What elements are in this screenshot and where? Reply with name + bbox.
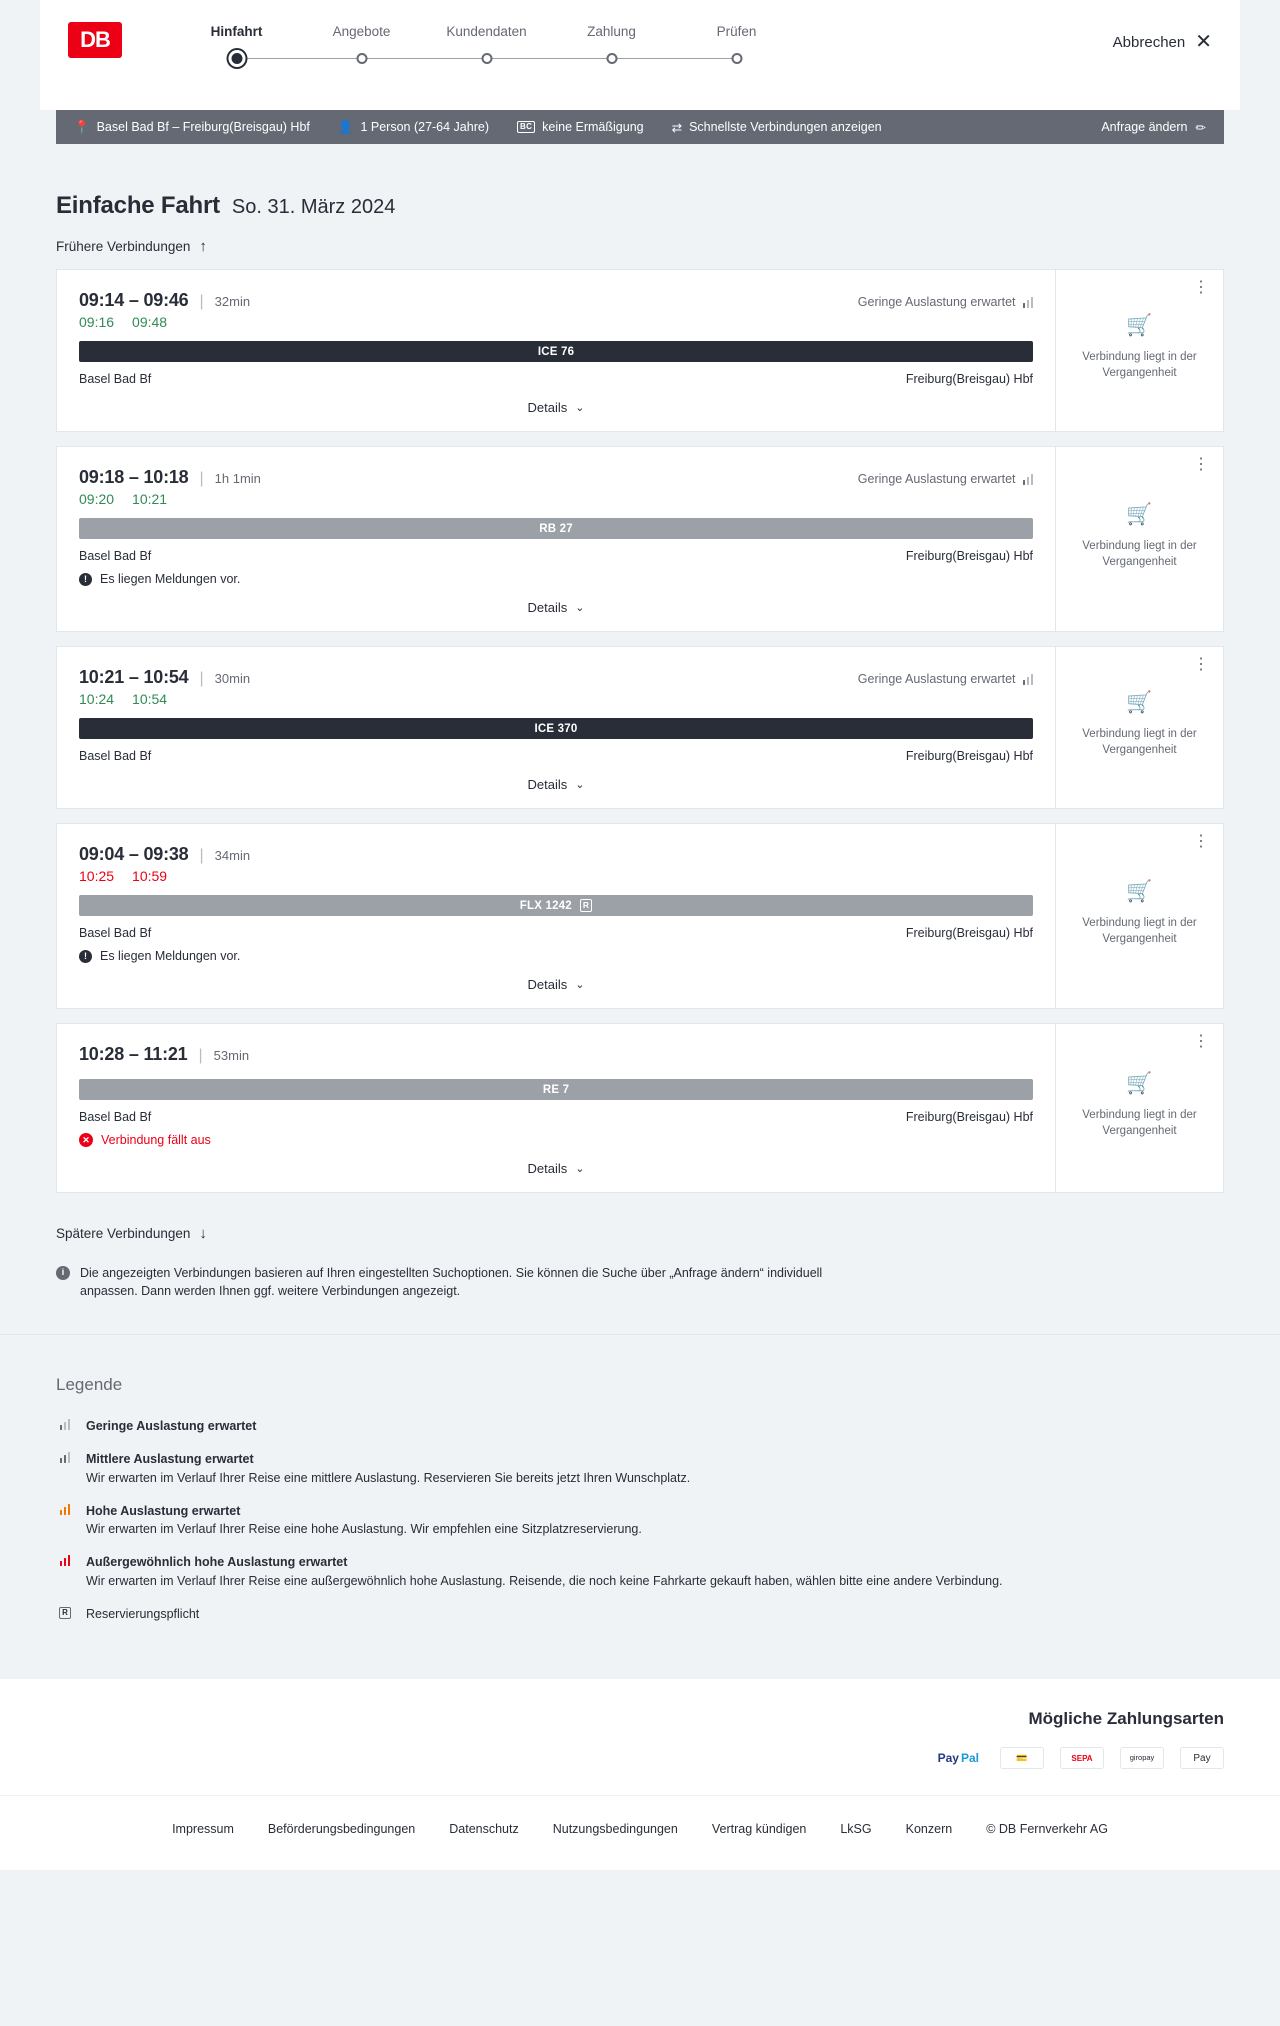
connection-action <box>1055 1024 1223 1192</box>
location-pin-icon: 📍 <box>74 119 90 134</box>
realtime-arrival: 10:21 <box>132 491 168 507</box>
connection-header <box>79 844 1033 865</box>
paypal-icon <box>933 1747 984 1769</box>
chevron-down-icon: ⌄ <box>575 402 585 414</box>
station-row <box>79 926 1033 940</box>
step-connector <box>362 58 487 59</box>
details-label: Details <box>527 400 568 415</box>
step-label: Kundendaten <box>446 24 527 39</box>
legend-item-reservation <box>56 1605 1224 1624</box>
legend-section <box>0 1334 1280 1679</box>
connection-header <box>79 290 1033 311</box>
legend-icon <box>56 1417 74 1436</box>
search-info-note <box>56 1248 826 1300</box>
search-summary-bar <box>56 110 1224 144</box>
connection-duration: 53min <box>213 1048 250 1063</box>
legend-icon <box>56 1553 74 1591</box>
realtime-times <box>79 868 1033 884</box>
step-indicator <box>299 48 424 72</box>
occupancy-bars-icon <box>60 1452 71 1463</box>
connection-times: 09:14 – 09:46 <box>79 290 189 310</box>
sepa-label: SEPA <box>1071 1753 1093 1763</box>
legend-item-title: Reservierungspflicht <box>86 1606 200 1621</box>
connection-info <box>57 270 1055 431</box>
sort-icon: ⇄ <box>671 120 683 135</box>
legend-item-title: Mittlere Auslastung erwartet <box>86 1452 254 1466</box>
past-connection-note: Verbindung liegt in der Vergangenheit <box>1082 1108 1197 1137</box>
connection-header <box>79 667 1033 688</box>
more-options-icon[interactable]: ⋮ <box>1193 833 1209 850</box>
step-indicator <box>174 48 299 72</box>
realtime-arrival: 10:54 <box>132 691 168 707</box>
payment-methods-row <box>56 1747 1224 1769</box>
connection-header <box>79 467 1033 488</box>
legend-item-title: Geringe Auslastung erwartet <box>86 1419 257 1434</box>
train-label: ICE 370 <box>534 722 578 735</box>
train-label: RB 27 <box>539 522 573 535</box>
page-title <box>56 144 1224 220</box>
legend-item-very-high <box>56 1553 1224 1591</box>
step-label: Hinfahrt <box>210 24 263 39</box>
booking-stepper <box>174 24 799 72</box>
details-label: Details <box>527 977 568 992</box>
footer-link-vertrag-kuendigen[interactable]: Vertrag kündigen <box>711 1822 807 1837</box>
origin-station: Basel Bad Bf <box>79 1110 152 1124</box>
step-connector <box>612 58 737 59</box>
divider: | <box>199 847 204 864</box>
reservation-required-icon: R <box>59 1607 72 1619</box>
legend-body <box>86 1553 1003 1591</box>
footer-link-nutzungsbedingungen[interactable]: Nutzungsbedingungen <box>552 1822 678 1837</box>
connection-duration: 32min <box>214 294 251 309</box>
details-label: Details <box>527 777 568 792</box>
realtime-departure: 09:20 <box>79 491 115 507</box>
step-connector <box>237 58 362 59</box>
footer-link-konzern[interactable]: Konzern <box>905 1822 953 1837</box>
connection-action <box>1055 447 1223 631</box>
legend-item-mid <box>56 1450 1224 1488</box>
legend-body <box>86 1605 199 1624</box>
connection-header <box>79 1044 1033 1065</box>
step-dot-icon <box>606 53 617 64</box>
train-bar <box>79 718 1033 739</box>
occupancy-bars-icon <box>60 1504 71 1515</box>
cart-icon: 🛒 <box>1126 1071 1153 1095</box>
past-connection-note: Verbindung liegt in der Vergangenheit <box>1082 916 1197 945</box>
summary-sorting[interactable] <box>658 120 896 135</box>
legend-body <box>86 1450 690 1488</box>
step-angebote[interactable] <box>299 24 424 72</box>
connection-card[interactable] <box>56 1023 1224 1193</box>
step-indicator <box>549 48 674 72</box>
destination-station: Freiburg(Breisgau) Hbf <box>905 926 1033 940</box>
destination-station: Freiburg(Breisgau) Hbf <box>905 1110 1033 1124</box>
step-connector <box>487 58 612 59</box>
station-row <box>79 549 1033 563</box>
connection-times: 09:18 – 10:18 <box>79 467 189 487</box>
connection-action <box>1055 647 1223 808</box>
legend-title: Legende <box>56 1375 123 1395</box>
chevron-down-icon: ⌄ <box>575 1163 585 1175</box>
step-indicator <box>674 48 799 72</box>
header-region <box>0 0 1280 144</box>
train-label: FLX 1242 <box>519 899 572 912</box>
legend-icon <box>56 1450 74 1488</box>
later-label: Spätere Verbindungen <box>56 1226 191 1241</box>
connection-info <box>57 647 1055 808</box>
step-kundendaten[interactable] <box>424 24 549 72</box>
apple-pay-label: Pay <box>1193 1752 1211 1764</box>
origin-station: Basel Bad Bf <box>79 549 152 563</box>
earlier-label: Frühere Verbindungen <box>56 239 191 254</box>
step-label: Zahlung <box>587 24 636 39</box>
step-dot-icon <box>731 53 742 64</box>
later-connections-button[interactable] <box>56 1207 1224 1248</box>
earlier-connections-button[interactable] <box>56 220 1224 269</box>
station-row <box>79 1110 1033 1124</box>
legend-body <box>86 1417 256 1436</box>
summary-passengers[interactable] <box>324 120 503 135</box>
divider: | <box>199 293 204 310</box>
route-label: Basel Bad Bf – Freiburg(Breisgau) Hbf <box>96 120 310 134</box>
step-label: Prüfen <box>716 24 757 39</box>
more-options-icon[interactable]: ⋮ <box>1193 1033 1209 1050</box>
arrow-down-icon: ↓ <box>199 1225 207 1242</box>
origin-station: Basel Bad Bf <box>79 372 152 386</box>
past-connection-note: Verbindung liegt in der Vergangenheit <box>1082 351 1197 379</box>
step-label: Angebote <box>332 24 391 39</box>
occupancy-bars-icon <box>1023 474 1034 485</box>
connection-message <box>79 1133 1033 1147</box>
legend-icon <box>56 1502 74 1540</box>
connection-times: 10:21 – 10:54 <box>79 667 189 687</box>
realtime-departure: 09:16 <box>79 314 115 330</box>
app-header <box>40 0 1240 110</box>
step-indicator <box>424 48 549 72</box>
more-options-icon[interactable]: ⋮ <box>1193 456 1209 473</box>
connection-message[interactable] <box>79 572 1033 586</box>
utilisation-label: Geringe Auslastung erwartet <box>857 295 1016 309</box>
results-region <box>0 144 1280 1334</box>
train-label: RE 7 <box>542 1083 570 1096</box>
occupancy-bars-icon <box>60 1419 71 1430</box>
arrow-up-icon: ↑ <box>199 238 207 255</box>
applepay-icon <box>1180 1747 1224 1769</box>
connection-duration: 34min <box>214 848 251 863</box>
step-dot-icon <box>481 53 492 64</box>
origin-station: Basel Bad Bf <box>79 749 152 763</box>
legend-item-desc: Wir erwarten im Verlauf Ihrer Reise eine mittlere Auslastung. Reservieren Sie bereits jetzt Ihren Wunschplatz. <box>86 1470 691 1485</box>
connection-duration: 30min <box>214 671 251 686</box>
connection-info <box>57 447 1055 631</box>
legend-body <box>86 1502 642 1540</box>
occupancy-bars-icon <box>1023 297 1034 308</box>
realtime-times <box>79 491 1033 507</box>
details-toggle[interactable] <box>79 586 1033 623</box>
train-bar <box>79 895 1033 916</box>
connection-info <box>57 824 1055 1008</box>
footer <box>0 1795 1280 1870</box>
connection-message[interactable] <box>79 949 1033 963</box>
reservation-required-icon: R <box>580 899 592 912</box>
connection-card[interactable] <box>56 823 1224 1009</box>
realtime-departure: 10:24 <box>79 691 115 707</box>
connection-times: 10:28 – 11:21 <box>79 1044 188 1064</box>
divider: | <box>199 470 204 487</box>
legend-item-high <box>56 1502 1224 1540</box>
paypal-pay-label: Pay <box>937 1751 959 1766</box>
discount-label: keine Ermäßigung <box>542 120 644 134</box>
chevron-down-icon: ⌄ <box>575 979 585 991</box>
train-bar <box>79 1079 1033 1100</box>
pencil-icon: ✏ <box>1195 120 1206 135</box>
destination-station: Freiburg(Breisgau) Hbf <box>905 549 1033 563</box>
details-toggle[interactable] <box>79 963 1033 1000</box>
creditcard-icon: 💳 <box>1000 1747 1044 1769</box>
edit-label: Anfrage ändern <box>1101 120 1188 134</box>
chevron-down-icon: ⌄ <box>575 602 585 614</box>
utilisation-label: Geringe Auslastung erwartet <box>857 672 1016 686</box>
train-bar <box>79 341 1033 362</box>
info-icon: i <box>56 1266 70 1280</box>
more-options-icon[interactable]: ⋮ <box>1193 279 1209 296</box>
step-pruefen[interactable] <box>674 24 799 72</box>
footer-link-impressum[interactable]: Impressum <box>172 1822 234 1837</box>
chevron-down-icon: ⌄ <box>575 779 585 791</box>
legend-item-desc: Wir erwarten im Verlauf Ihrer Reise eine außergewöhnlich hohe Auslastung. Reisende, die noch keine Fahrkarte gekauft haben, wählen bitte eine andere Verbindung. <box>86 1573 1003 1588</box>
db-logo[interactable]: DB <box>68 22 122 58</box>
message-label: Es liegen Meldungen vor. <box>100 572 241 586</box>
edit-search-button[interactable] <box>1101 120 1210 135</box>
step-dot-icon <box>231 53 242 64</box>
origin-station: Basel Bad Bf <box>79 926 152 940</box>
utilisation-indicator <box>858 472 1033 486</box>
past-connection-note: Verbindung liegt in der Vergangenheit <box>1082 728 1197 756</box>
connection-duration: 1h 1min <box>214 471 261 486</box>
footer-link-lksg[interactable]: LkSG <box>840 1822 872 1837</box>
payment-methods-title: Mögliche Zahlungsarten <box>1028 1709 1224 1729</box>
realtime-arrival: 09:48 <box>132 314 168 330</box>
realtime-departure: 10:25 <box>79 868 115 884</box>
trip-type-title: Einfache Fahrt <box>56 192 220 219</box>
realtime-times <box>79 314 1033 330</box>
connection-card[interactable] <box>56 269 1224 432</box>
connection-action <box>1055 270 1223 431</box>
connection-card[interactable] <box>56 646 1224 809</box>
legend-item-title: Hohe Auslastung erwartet <box>86 1503 241 1518</box>
station-row <box>79 749 1033 763</box>
train-label: ICE 76 <box>537 345 575 358</box>
step-zahlung[interactable] <box>549 24 674 72</box>
info-icon: ! <box>79 950 92 963</box>
details-label: Details <box>527 1161 568 1176</box>
legend-item-desc: Wir erwarten im Verlauf Ihrer Reise eine hohe Auslastung. Wir empfehlen eine Sitzplatzreservierung. <box>86 1522 642 1537</box>
cart-icon: 🛒 <box>1126 502 1153 526</box>
person-icon: 👤 <box>337 119 354 134</box>
realtime-times <box>79 691 1033 707</box>
station-row <box>79 372 1033 386</box>
cart-icon: 🛒 <box>1126 314 1153 338</box>
train-bar <box>79 518 1033 539</box>
message-label: Verbindung fällt aus <box>101 1133 211 1147</box>
cancel-label: Abbrechen <box>1112 33 1186 51</box>
info-note-text: Die angezeigten Verbindungen basieren auf Ihren eingestellten Suchoptionen. Sie können die Suche über „Anfrage ändern“ individuell anpassen. Dann werden Ihnen ggf. weitere Verbindungen angezeigt. <box>80 1266 823 1299</box>
summary-discount[interactable] <box>503 120 658 134</box>
past-connection-note: Verbindung liegt in der Vergangenheit <box>1082 539 1197 568</box>
details-toggle[interactable] <box>79 386 1033 423</box>
utilisation-label: Geringe Auslastung erwartet <box>857 472 1016 486</box>
more-options-icon[interactable]: ⋮ <box>1193 656 1209 673</box>
giro-label: giropay <box>1129 1753 1155 1763</box>
details-toggle[interactable] <box>79 1147 1033 1184</box>
bahncard-icon: BC <box>517 121 535 133</box>
sorting-label: Schnellste Verbindungen anzeigen <box>689 120 882 134</box>
step-dot-icon <box>356 53 367 64</box>
paypal-pal-label: Pal <box>960 1751 979 1766</box>
footer-link-datenschutz[interactable]: Datenschutz <box>449 1822 519 1837</box>
destination-station: Freiburg(Breisgau) Hbf <box>905 372 1033 386</box>
connection-times: 09:04 – 09:38 <box>79 844 189 864</box>
divider: | <box>198 1047 203 1064</box>
cart-icon: 🛒 <box>1126 879 1153 903</box>
cart-icon: 🛒 <box>1126 691 1153 715</box>
utilisation-indicator <box>858 672 1033 686</box>
occupancy-bars-icon <box>60 1555 71 1566</box>
connection-card[interactable] <box>56 446 1224 632</box>
passengers-label: 1 Person (27-64 Jahre) <box>360 120 489 134</box>
info-icon: ! <box>79 573 92 586</box>
step-hinfahrt[interactable] <box>174 24 299 72</box>
destination-station: Freiburg(Breisgau) Hbf <box>905 749 1033 763</box>
payment-methods-section <box>0 1679 1280 1795</box>
sepa-icon <box>1060 1747 1104 1769</box>
message-label: Es liegen Meldungen vor. <box>100 949 241 963</box>
close-icon: ✕ <box>1195 31 1212 53</box>
details-label: Details <box>527 600 568 615</box>
cancel-button[interactable] <box>1113 32 1212 52</box>
giropay-icon <box>1120 1747 1164 1769</box>
legend-icon <box>56 1605 74 1624</box>
summary-route[interactable] <box>70 120 324 135</box>
legend-item-low <box>56 1417 1224 1436</box>
footer-link-befoerderungsbedingungen[interactable]: Beförderungsbedingungen <box>267 1822 416 1837</box>
connection-info <box>57 1024 1055 1192</box>
legend-item-title: Außergewöhnlich hohe Auslastung erwartet <box>86 1555 348 1569</box>
occupancy-bars-icon <box>1023 674 1034 685</box>
divider: | <box>199 670 204 687</box>
details-toggle[interactable] <box>79 763 1033 800</box>
trip-date: So. 31. März 2024 <box>231 196 396 218</box>
connection-action <box>1055 824 1223 1008</box>
utilisation-indicator <box>858 295 1033 309</box>
realtime-arrival: 10:59 <box>132 868 168 884</box>
cancelled-icon: ✕ <box>79 1133 93 1147</box>
footer-copyright: © DB Fernverkehr AG <box>986 1822 1108 1837</box>
